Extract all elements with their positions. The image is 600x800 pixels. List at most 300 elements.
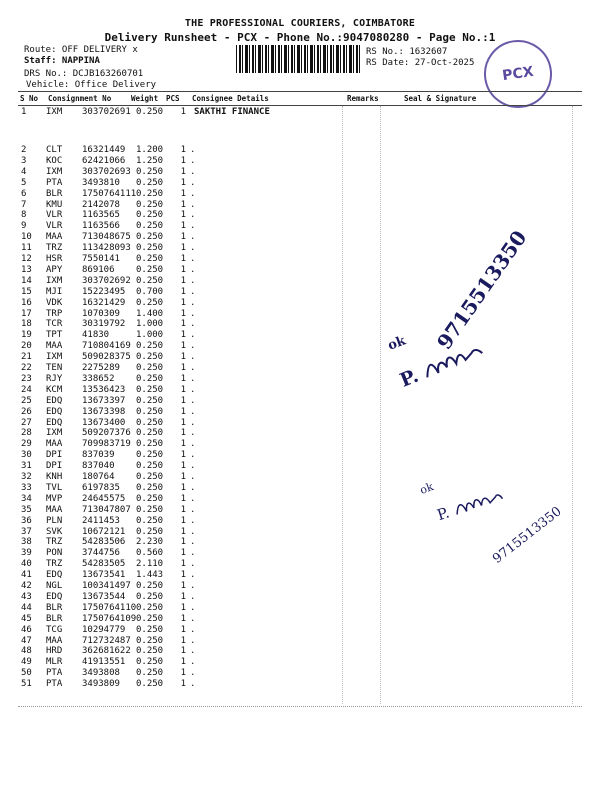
row-weight: 2.110 (136, 559, 164, 570)
row-pcs: 1 (180, 395, 186, 406)
row-pcs: 1 (180, 559, 186, 570)
row-weight: 0.250 (136, 439, 164, 450)
row-pcs: 1 (180, 591, 186, 602)
row-weight: 0.250 (136, 363, 164, 373)
signature-initial-1: P. (396, 364, 422, 392)
consignee-details: . (190, 493, 196, 504)
row-pcs: 1 (180, 624, 186, 635)
row-sno: 7 (21, 199, 27, 210)
consignment-prefix: RJY (46, 373, 63, 384)
consignee-details: . (190, 308, 196, 319)
row-sno: 10 (21, 232, 32, 243)
consignee-details: . (190, 406, 196, 417)
table-row (0, 516, 600, 527)
consignment-number: 1750764110 (82, 602, 137, 613)
consignment-number: 712732487 (82, 635, 131, 646)
consignee-details: . (190, 264, 196, 275)
consignment-prefix: PTA (46, 668, 63, 679)
row-weight: 0.250 (136, 646, 164, 657)
row-sno: 47 (21, 635, 32, 646)
consignment-number: 54283506 (82, 537, 126, 548)
row-pcs: 1 (180, 679, 186, 690)
table-row (0, 407, 600, 418)
consignment-prefix: TVL (46, 482, 63, 493)
row-weight: 1.443 (136, 570, 164, 581)
row-weight: 0.250 (136, 199, 164, 210)
row-sno: 6 (21, 188, 27, 199)
row-weight: 0.250 (136, 679, 164, 690)
consignment-number: 13673544 (82, 591, 126, 602)
consignment-prefix: BLR (46, 613, 63, 624)
consignment-number: 62421066 (82, 155, 126, 166)
row-weight: 0.250 (136, 177, 164, 188)
row-sno: 50 (21, 668, 32, 679)
table-row (0, 570, 600, 581)
row-weight: 0.250 (136, 297, 164, 308)
row-pcs: 1 (180, 428, 186, 439)
row-pcs: 1 (180, 188, 186, 199)
consignment-number: 6197835 (82, 482, 120, 493)
row-pcs: 1 (180, 635, 186, 646)
row-pcs: 1 (180, 107, 186, 117)
consignee-details: . (190, 657, 196, 668)
consignment-prefix: TRZ (46, 559, 63, 570)
table-row (0, 156, 600, 167)
consignment-prefix: VDK (46, 297, 63, 308)
consignment-number: 3493809 (82, 679, 120, 690)
row-sno: 38 (21, 537, 32, 548)
row-weight: 0.250 (136, 341, 164, 352)
row-pcs: 1 (180, 570, 186, 581)
row-sno: 15 (21, 286, 32, 297)
consignment-prefix: KMU (46, 199, 63, 210)
consignee-details: . (190, 472, 196, 482)
consignee-details: . (190, 515, 196, 526)
consignment-prefix: MAA (46, 341, 63, 352)
row-weight: 0.250 (136, 602, 164, 613)
consignment-number: 713047807 (82, 504, 131, 515)
row-pcs: 1 (180, 668, 186, 679)
consignment-number: 1163566 (82, 221, 120, 232)
row-pcs: 1 (180, 352, 186, 363)
row-pcs: 1 (180, 482, 186, 493)
vehicle-line: Vehicle: Office Delivery (26, 80, 157, 90)
consignee-details: . (190, 297, 196, 308)
table-row (0, 636, 600, 647)
table-row (0, 592, 600, 603)
row-sno: 34 (21, 493, 32, 504)
consignment-prefix: MAA (46, 504, 63, 515)
row-sno: 51 (21, 679, 32, 690)
consignment-prefix: TRP (46, 308, 63, 319)
consignee-details: . (190, 330, 196, 341)
consignee-details: . (190, 461, 196, 472)
table-row (0, 309, 600, 320)
consignee-details: . (190, 210, 196, 221)
row-sno: 29 (21, 439, 32, 450)
consignment-number: 837040 (82, 461, 115, 472)
consignee-details: . (190, 363, 196, 373)
col-header-consignee: Consignee Details (192, 94, 269, 103)
row-pcs: 1 (180, 243, 186, 254)
row-pcs: 1 (180, 657, 186, 668)
consignee-details: . (190, 199, 196, 210)
row-pcs: 1 (180, 210, 186, 221)
consignment-number: 10672121 (82, 526, 126, 537)
row-weight: 0.250 (136, 461, 164, 472)
row-sno: 2 (21, 145, 27, 155)
consignment-number: 509028375 (82, 352, 131, 363)
row-pcs: 1 (180, 373, 186, 384)
row-weight: 2.230 (136, 537, 164, 548)
consignee-details: . (190, 635, 196, 646)
consignment-number: 54283505 (82, 559, 126, 570)
consignment-prefix: MAA (46, 439, 63, 450)
table-row (0, 494, 600, 505)
consignment-number: 869106 (82, 264, 115, 275)
consignment-prefix: KNH (46, 472, 63, 482)
table-row (0, 472, 600, 483)
table-row (0, 167, 600, 178)
consignment-prefix: IXM (46, 166, 63, 177)
rs-date: RS Date: 27-Oct-2025 (366, 58, 475, 68)
table-row (0, 287, 600, 298)
consignment-number: 2142078 (82, 199, 120, 210)
consignment-prefix: CLT (46, 145, 63, 155)
consignment-number: 113428093 (82, 243, 131, 254)
row-weight: 0.250 (136, 232, 164, 243)
table-row (0, 210, 600, 221)
consignment-number: 1750764109 (82, 613, 137, 624)
row-weight: 0.250 (136, 613, 164, 624)
row-pcs: 1 (180, 297, 186, 308)
table-row (0, 668, 600, 679)
row-sno: 39 (21, 548, 32, 559)
consignee-details: . (190, 145, 196, 155)
consignment-number: 13536423 (82, 384, 126, 395)
table-row (0, 385, 600, 396)
consignment-prefix: PON (46, 548, 63, 559)
row-pcs: 1 (180, 537, 186, 548)
row-weight: 0.250 (136, 406, 164, 417)
table-row (0, 614, 600, 625)
consignment-number: 13673398 (82, 406, 126, 417)
consignee-details: . (190, 373, 196, 384)
runsheet-title: Delivery Runsheet - PCX - Phone No.:9047080280 - Page No.:1 (104, 31, 496, 44)
row-pcs: 1 (180, 472, 186, 482)
consignee-details: . (190, 341, 196, 352)
row-pcs: 1 (180, 275, 186, 286)
rs-number: RS No.: 1632607 (366, 47, 448, 57)
consignment-prefix: TCR (46, 319, 63, 330)
row-sno: 14 (21, 275, 32, 286)
consignee-details: . (190, 221, 196, 232)
consignment-number: 837039 (82, 450, 115, 461)
row-weight: 0.250 (136, 221, 164, 232)
consignee-details: . (190, 428, 196, 439)
table-row (0, 341, 600, 352)
row-pcs: 1 (180, 145, 186, 155)
row-pcs: 1 (180, 548, 186, 559)
consignment-prefix: IXM (46, 428, 63, 439)
table-row (0, 679, 600, 690)
row-weight: 0.250 (136, 373, 164, 384)
row-pcs: 1 (180, 602, 186, 613)
consignment-number: 41830 (82, 330, 110, 341)
consignment-number: 1070309 (82, 308, 120, 319)
consignee-details: . (190, 177, 196, 188)
row-pcs: 1 (180, 406, 186, 417)
consignment-number: 303702693 (82, 166, 131, 177)
consignment-prefix: MVP (46, 493, 63, 504)
consignee-details: . (190, 319, 196, 330)
row-weight: 0.250 (136, 352, 164, 363)
consignment-number: 100341497 (82, 581, 131, 591)
row-pcs: 1 (180, 221, 186, 232)
row-sno: 41 (21, 570, 32, 581)
row-sno: 11 (21, 243, 32, 254)
row-sno: 26 (21, 406, 32, 417)
consignment-number: 16321429 (82, 297, 126, 308)
consignee-details: . (190, 559, 196, 570)
consignment-prefix: HRD (46, 646, 63, 657)
row-pcs: 1 (180, 384, 186, 395)
consignment-prefix: SVK (46, 526, 63, 537)
row-weight: 0.250 (136, 254, 164, 264)
row-weight: 0.250 (136, 417, 164, 428)
row-sno: 40 (21, 559, 32, 570)
row-pcs: 1 (180, 308, 186, 319)
row-sno: 49 (21, 657, 32, 668)
consignment-prefix: VLR (46, 221, 63, 232)
row-sno: 33 (21, 482, 32, 493)
consignment-number: 30319792 (82, 319, 126, 330)
row-sno: 20 (21, 341, 32, 352)
consignment-prefix: EDQ (46, 395, 63, 406)
row-weight: 0.250 (136, 384, 164, 395)
consignment-number: 1750764111 (82, 188, 137, 199)
consignment-prefix: BLR (46, 188, 63, 199)
row-sno: 46 (21, 624, 32, 635)
consignment-number: 13673397 (82, 395, 126, 406)
staff-line: Staff: NAPPINA (24, 56, 100, 66)
row-pcs: 1 (180, 363, 186, 373)
col-header-pcs: PCS (166, 94, 180, 103)
table-row (0, 527, 600, 538)
row-weight: 0.250 (136, 107, 164, 117)
consignment-number: 41913551 (82, 657, 126, 668)
table-row (0, 461, 600, 472)
row-pcs: 1 (180, 330, 186, 341)
row-sno: 35 (21, 504, 32, 515)
consignment-prefix: EDQ (46, 417, 63, 428)
table-row (0, 657, 600, 668)
row-weight: 1.200 (136, 145, 164, 155)
consignee-details: . (190, 254, 196, 264)
consignee-details: . (190, 526, 196, 537)
consignment-number: 24645575 (82, 493, 126, 504)
row-weight: 0.250 (136, 188, 164, 199)
consignee-details: . (190, 624, 196, 635)
table-end-rule (18, 706, 582, 707)
consignee-details: . (190, 395, 196, 406)
row-sno: 8 (21, 210, 27, 221)
table-row (0, 581, 600, 592)
header-bottom-rule (18, 105, 582, 106)
col-header-consignment: Consignment No (48, 94, 112, 103)
row-weight: 0.250 (136, 275, 164, 286)
table-row (0, 450, 600, 461)
table-row (0, 559, 600, 570)
row-weight: 0.250 (136, 450, 164, 461)
consignee-details: . (190, 450, 196, 461)
consignment-number: 180764 (82, 472, 115, 482)
row-pcs: 1 (180, 319, 186, 330)
consignment-number: 3744756 (82, 548, 120, 559)
row-pcs: 1 (180, 166, 186, 177)
table-row (0, 439, 600, 450)
consignment-prefix: EDQ (46, 570, 63, 581)
row-sno: 25 (21, 395, 32, 406)
consignment-prefix: PLN (46, 515, 63, 526)
consignee-details: . (190, 581, 196, 591)
row-weight: 0.250 (136, 210, 164, 221)
row-sno: 45 (21, 613, 32, 624)
table-row (0, 418, 600, 429)
table-row (0, 276, 600, 287)
row-weight: 1.000 (136, 330, 164, 341)
row-weight: 0.250 (136, 624, 164, 635)
row-sno: 1 (21, 107, 27, 117)
consignment-number: 2411453 (82, 515, 120, 526)
consignment-number: 303702692 (82, 275, 131, 286)
consignee-details: . (190, 439, 196, 450)
consignment-prefix: EDQ (46, 406, 63, 417)
row-pcs: 1 (180, 286, 186, 297)
row-sno: 30 (21, 450, 32, 461)
row-weight: 0.250 (136, 504, 164, 515)
row-sno: 3 (21, 155, 27, 166)
table-row (0, 200, 600, 211)
consignee-details: . (190, 646, 196, 657)
row-weight: 0.250 (136, 472, 164, 482)
table-row (0, 396, 600, 407)
row-weight: 0.250 (136, 482, 164, 493)
consignment-number: 10294779 (82, 624, 126, 635)
consignment-prefix: MLR (46, 657, 63, 668)
consignment-prefix: IXM (46, 107, 63, 117)
consignment-number: 362681622 (82, 646, 131, 657)
consignment-prefix: IXM (46, 352, 63, 363)
consignee-details: . (190, 668, 196, 679)
header-top-rule (18, 91, 582, 92)
table-row (0, 505, 600, 516)
row-weight: 0.250 (136, 395, 164, 406)
table-row (0, 352, 600, 363)
handwritten-phone-1: 9715513350 (432, 225, 532, 354)
consignment-number: 7550141 (82, 254, 120, 264)
row-pcs: 1 (180, 232, 186, 243)
consignment-prefix: VLR (46, 210, 63, 221)
row-pcs: 1 (180, 461, 186, 472)
company-name: THE PROFESSIONAL COURIERS, COIMBATORE (184, 18, 416, 29)
consignee-details: . (190, 548, 196, 559)
table-row (0, 428, 600, 439)
row-sno: 27 (21, 417, 32, 428)
row-sno: 21 (21, 352, 32, 363)
consignment-prefix: PTA (46, 679, 63, 690)
consignee-details: . (190, 243, 196, 254)
consignment-number: 13673541 (82, 570, 126, 581)
consignment-number: 713048675 (82, 232, 131, 243)
row-sno: 23 (21, 373, 32, 384)
table-row (0, 298, 600, 309)
row-sno: 17 (21, 308, 32, 319)
row-weight: 0.250 (136, 526, 164, 537)
col-header-sno: S No (20, 94, 39, 103)
table-row (0, 145, 600, 156)
consignment-prefix: KCM (46, 384, 63, 395)
row-weight: 0.700 (136, 286, 164, 297)
row-pcs: 1 (180, 526, 186, 537)
consignment-prefix: KOC (46, 155, 63, 166)
row-pcs: 1 (180, 439, 186, 450)
table-row (0, 625, 600, 636)
handwritten-ok-2: ok (418, 480, 436, 497)
row-sno: 13 (21, 264, 32, 275)
consignment-prefix: TPT (46, 330, 63, 341)
consignment-prefix: TRZ (46, 243, 63, 254)
row-pcs: 1 (180, 613, 186, 624)
row-weight: 0.560 (136, 548, 164, 559)
row-sno: 32 (21, 472, 32, 482)
row-pcs: 1 (180, 264, 186, 275)
row-pcs: 1 (180, 450, 186, 461)
consignment-prefix: TRZ (46, 537, 63, 548)
route-line: Route: OFF DELIVERY x (24, 45, 138, 55)
consignee-details: . (190, 602, 196, 613)
row-weight: 0.250 (136, 657, 164, 668)
row-sno: 4 (21, 166, 27, 177)
consignment-prefix: DPI (46, 450, 63, 461)
consignee-details: . (190, 591, 196, 602)
consignee-details: . (190, 417, 196, 428)
row-sno: 37 (21, 526, 32, 537)
consignment-number: 3493810 (82, 177, 120, 188)
row-pcs: 1 (180, 254, 186, 264)
consignment-number: 709983719 (82, 439, 131, 450)
row-pcs: 1 (180, 417, 186, 428)
col-header-weight: Weight (131, 94, 159, 103)
barcode-icon (236, 45, 360, 73)
col-header-seal-signature: Seal & Signature (404, 94, 477, 103)
consignment-number: 15223495 (82, 286, 126, 297)
consignment-prefix: BLR (46, 602, 63, 613)
row-sno: 9 (21, 221, 27, 232)
consignment-number: 2275289 (82, 363, 120, 373)
consignment-number: 1163565 (82, 210, 120, 221)
consignment-number: 303702691 (82, 107, 131, 117)
table-row (0, 646, 600, 657)
consignee-details: . (190, 537, 196, 548)
row-sno: 48 (21, 646, 32, 657)
consignment-number: 16321449 (82, 145, 126, 155)
row-pcs: 1 (180, 504, 186, 515)
consignee-details: . (190, 570, 196, 581)
consignee-details: . (190, 232, 196, 243)
col-header-remarks: Remarks (347, 94, 379, 103)
table-row (0, 178, 600, 189)
